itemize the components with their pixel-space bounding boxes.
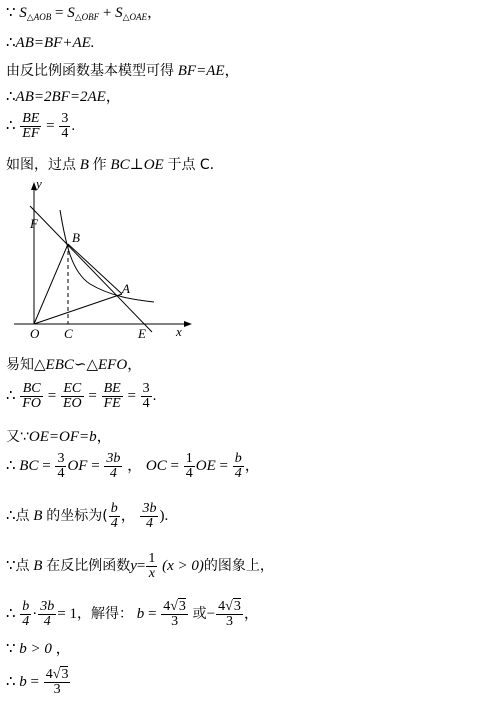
label-e: E [138,326,146,341]
fraction: $\frac{3}{4}$ [57,451,65,481]
line-on-graph: ∵点 B 在反比例函数y= $\frac{1}{x}$ (x > 0)的图象上， [6,551,274,581]
fraction: $\frac{EC}{EO}$ [62,381,82,411]
fraction: $\frac{b}{4}$ [234,451,242,481]
line-ab-sum: ∴AB=BF+AE. [6,35,95,51]
line-solve: ∴ $\frac{b}{4}$ · $\frac{3b}{4}$ = 1，解得： b = $\frac{4√3}{3}$ 或− $\frac{4√3}{3}$ ， [6,599,259,629]
label-o: O [30,326,40,341]
label-y: y [36,176,42,191]
label-f: F [30,216,38,231]
line-b-positive: ∵ b > 0 ， [6,641,71,657]
line-answer: ∴ b = $\frac{4√3}{3}$ [6,667,69,697]
therefore-symbol: ∴ [6,117,16,134]
fraction: $\frac{3}{4}$ [61,111,69,141]
line-bc-oc: ∴ BC = $\frac{3}{4}$ OF = $\frac{3b}{4}$ ， OC = $\frac{1}{4}$ OE = $\frac{b}{4}$ ， [6,451,260,481]
fraction: $\frac{BE}{EF}$ [22,111,40,141]
line-construction: 如图，过点 B 作 BC⊥OE 于点 C. [6,157,215,173]
fraction: $\frac{b}{4}$ [22,599,30,629]
hyperbola-curve [60,210,154,302]
fraction: $\frac{1}{x}$ [148,551,156,581]
fraction: $\frac{BE}{FE}$ [103,381,121,411]
fraction: $\frac{3b}{4}$ [106,451,121,481]
label-a: A [122,281,130,296]
line-oe-of: 又∵OE=OF=b， [6,429,112,445]
label-x: x [176,324,182,339]
therefore-symbol: ∴ [6,89,16,105]
because-symbol: ∵ [6,5,16,21]
segment-ob [34,244,68,324]
line-fe [30,206,152,332]
fraction: $\frac{3}{4}$ [142,381,150,411]
x-axis-arrow [184,321,192,327]
fraction: $\frac{4√3}{3}$ [45,667,69,697]
fraction: $\frac{b}{4}$ [110,501,118,531]
line-ab-double: ∴AB=2BF=2AE， [6,89,121,105]
fraction: $\frac{BC}{FO}$ [22,381,41,411]
line-ratios: ∴ $\frac{BC}{FO}$ = $\frac{EC}{EO}$ = $\frac{BE}{FE}$ = $\frac{3}{4}$ . [6,381,157,411]
fraction: $\frac{1}{4}$ [185,451,193,481]
line-model: 由反比例函数基本模型可得 BF=AE， [6,63,240,79]
fraction: $\frac{4√3}{3}$ [163,599,186,629]
fraction: $\frac{3b}{4}$ [142,501,157,531]
line-coordinates: ∴点 B 的坐标为( $\frac{b}{4}$ ， $\frac{3b}{4}$ ). [6,501,169,531]
line-similar: 易知△EBC∽△EFO， [6,357,143,373]
therefore-symbol: ∴ [6,35,16,51]
fraction: $\frac{4√3}{3}$ [218,599,241,629]
fraction: $\frac{3b}{4}$ [40,599,55,629]
segment-oa [34,294,122,324]
label-c: C [64,326,73,341]
geometry-figure [10,176,200,346]
line-ratio-be-ef: ∴ $\frac{BE}{EF}$ = $\frac{3}{4}$ . [6,111,76,141]
line-area-equation: ∵ $S_{\triangle AOB} = S_{\triangle OBF} + S_{\triangle OAE}$， [6,5,163,22]
label-b: B [72,230,80,245]
